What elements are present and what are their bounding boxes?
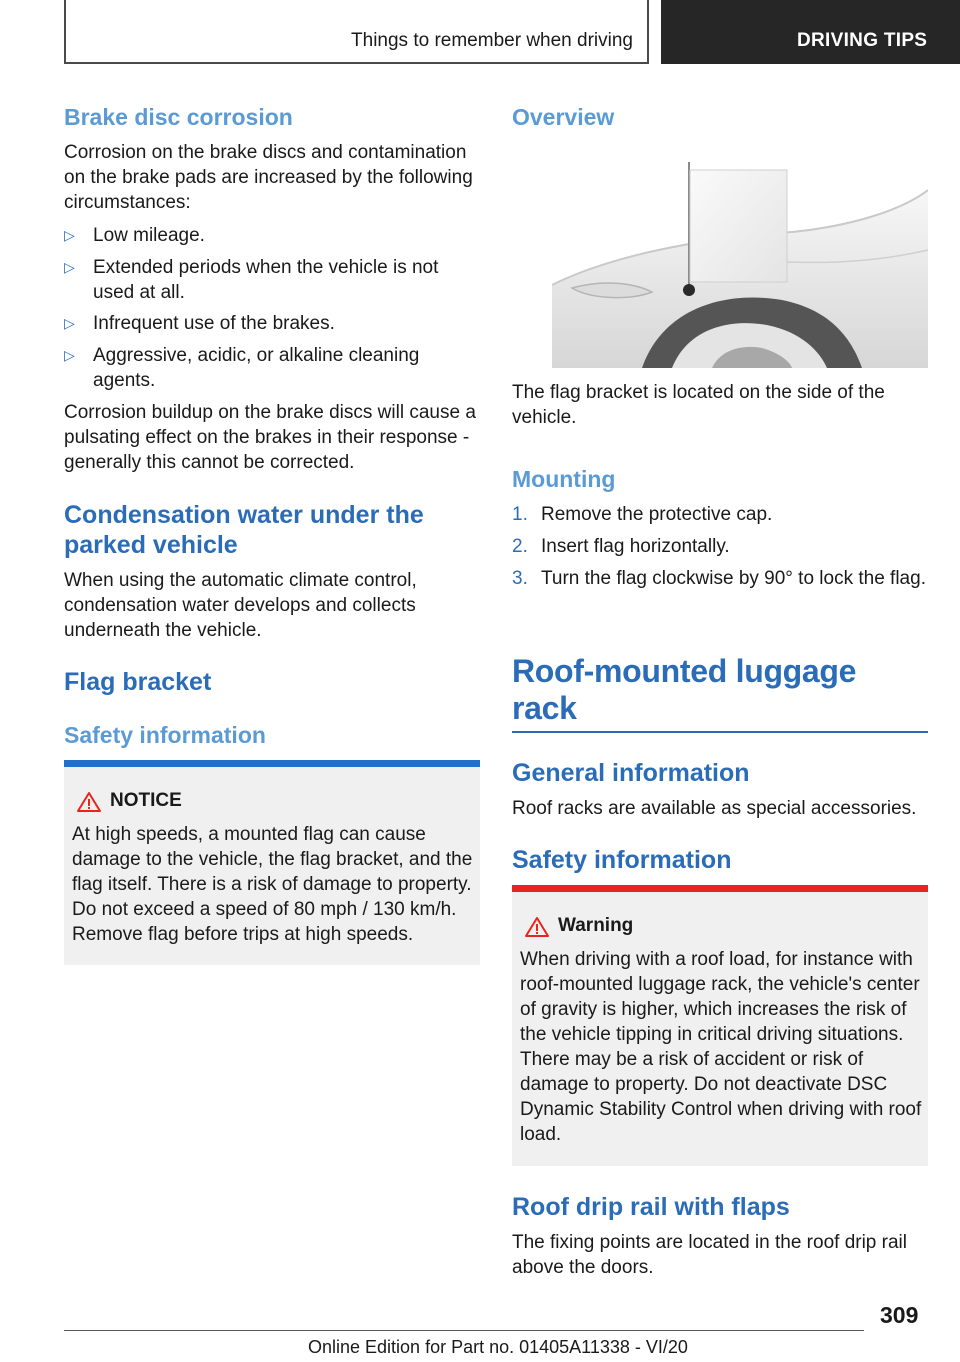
roof-rack-heading: Roof-mounted luggage rack xyxy=(512,653,857,726)
brake-outro-text: Corrosion buildup on the brake discs will cause a pulsating effect on the brakes in their response - generally this cannot be corrected. xyxy=(64,402,476,473)
overview-caption: The flag bracket is located on the side of the vehicle. xyxy=(512,382,885,428)
triangle-bullet-icon: ▷ xyxy=(64,259,75,275)
warning-text: When driving with a roof load, for instance with roof-mounted luggage rack, the vehicle's center of gravity is higher, which increases the risk of the vehicle tipping in critical driving situations. There may be a risk of accident or risk of damage to property. Do not deactivate DSC Dynamic Stability Control when driving with roof load. xyxy=(520,949,922,1145)
list-item: ▷ Extended periods when the vehicle is not used at all. xyxy=(64,257,439,303)
list-item: ▷ Infrequent use of the brakes. xyxy=(64,313,335,334)
notice-title: NOTICE xyxy=(110,790,182,811)
drip-rail-heading: Roof drip rail with flaps xyxy=(512,1193,790,1221)
list-item: 3. Turn the flag clockwise by 90° to lock the flag. xyxy=(512,568,926,589)
mounting-heading: Mounting xyxy=(512,466,616,492)
drip-rail-text: The fixing points are located in the roof drip rail above the doors. xyxy=(512,1232,907,1278)
brake-disc-heading: Brake disc corrosion xyxy=(64,104,293,130)
list-item: 1. Remove the protective cap. xyxy=(512,504,773,525)
chapter-tab xyxy=(661,0,960,64)
list-item: 2. Insert flag horizontally. xyxy=(512,536,730,557)
triangle-bullet-icon: ▷ xyxy=(64,227,75,243)
warning-title: Warning xyxy=(558,915,634,936)
brake-intro-text: Corrosion on the brake discs and contamination on the brake pads are increased by the following circumstances: xyxy=(64,142,473,213)
page-number: 309 xyxy=(880,1302,919,1328)
condensation-heading: Condensation water under the parked vehicle xyxy=(64,501,424,559)
flag-bracket-illustration xyxy=(552,160,928,368)
notice-text: At high speeds, a mounted flag can cause damage to the vehicle, the flag bracket, and the flag itself. There is a risk of damage to property. Do not exceed a speed of 80 mph / 130 km/h. Remove flag before trips at high speeds. xyxy=(72,824,473,945)
warning-triangle-icon xyxy=(76,791,102,813)
chapter-title: DRIVING TIPS xyxy=(797,30,928,51)
header-frame xyxy=(64,0,649,64)
right-safety-heading: Safety information xyxy=(512,846,732,874)
warning-box xyxy=(512,885,928,1166)
section-title: Things to remember when driving xyxy=(351,30,633,51)
flag-bracket-heading: Flag bracket xyxy=(64,668,212,696)
left-safety-heading: Safety information xyxy=(64,722,266,748)
notice-box xyxy=(64,760,480,965)
triangle-bullet-icon: ▷ xyxy=(64,347,75,363)
list-item: ▷ Aggressive, acidic, or alkaline cleaning agents. xyxy=(64,345,420,391)
general-info-heading: General information xyxy=(512,759,750,787)
heading-divider xyxy=(512,731,928,733)
condensation-text: When using the automatic climate control, condensation water develops and collects underneath the vehicle. xyxy=(64,570,417,641)
list-item: ▷ Low mileage. xyxy=(64,225,205,246)
warning-triangle-icon xyxy=(524,916,550,938)
footer-divider xyxy=(64,1330,864,1331)
triangle-bullet-icon: ▷ xyxy=(64,315,75,331)
general-info-text: Roof racks are available as special accessories. xyxy=(512,798,917,819)
edition-text: Online Edition for Part no. 01405A11338 - VI/20 xyxy=(308,1337,688,1357)
overview-heading: Overview xyxy=(512,104,615,130)
